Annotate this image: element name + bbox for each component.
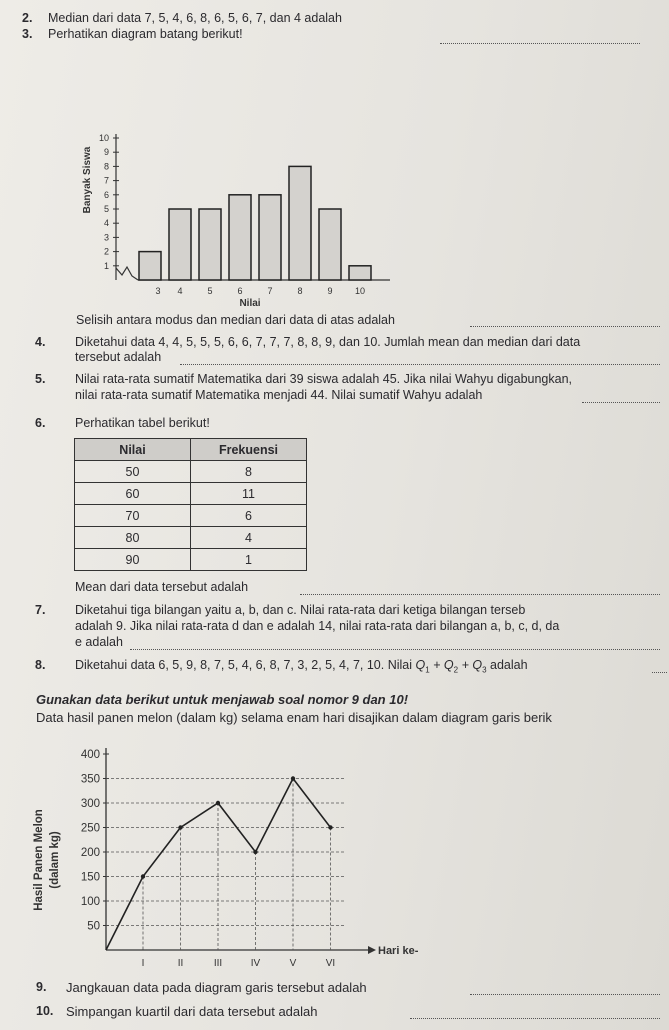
x-tick-label: 3: [155, 286, 161, 296]
x-axis-label: Hari ke-: [378, 945, 419, 957]
bar: [229, 195, 251, 280]
bar: [349, 266, 371, 280]
x-tick-label: I: [141, 958, 145, 969]
y-tick-label: 250: [80, 822, 100, 835]
q4-line1: Diketahui data 4, 4, 5, 5, 5, 6, 6, 7, 7, 7, 8, 8, 9, dan 10. Jumlah mean dan median dari data: [75, 335, 581, 349]
q7-line2: adalah 9. Jika nilai rata-rata d dan e adalah 14, nilai rata-rata dari bilangan a, b, c, d, da: [75, 619, 560, 633]
table-cell: 6: [191, 505, 307, 527]
bar: [169, 209, 191, 280]
x-tick-label: V: [289, 958, 297, 969]
bar: [289, 166, 311, 280]
bar: [259, 195, 281, 280]
x-tick-label: 8: [297, 286, 303, 296]
x-tick-label: 10: [354, 286, 366, 296]
x-tick-label: VI: [325, 958, 336, 969]
x-tick-label: 7: [267, 286, 273, 296]
q8-number: 8.: [35, 658, 46, 672]
table-cell: 60: [75, 483, 191, 505]
table-row: [75, 505, 307, 527]
q3-number: 3.: [22, 27, 33, 41]
table-cell: 50: [75, 461, 191, 483]
data-point: [178, 825, 182, 829]
x-tick-label: 4: [177, 286, 183, 296]
q5-number: 5.: [35, 372, 46, 386]
table-header-row: [75, 439, 307, 461]
table-row: [75, 483, 307, 505]
q7-line3: e adalah: [75, 635, 123, 649]
table-cell: 80: [75, 527, 191, 549]
y-axis-label: Banyak Siswa: [82, 146, 93, 214]
x-tick-label: III: [213, 958, 223, 969]
q3-text: Perhatikan diagram batang berikut!: [48, 27, 243, 41]
data-point: [141, 874, 145, 878]
q3-followup: Selisih antara modus dan median dari data di atas adalah: [76, 313, 395, 327]
x-axis-arrow: [368, 946, 376, 954]
y-tick-label: 2: [103, 246, 109, 257]
table-cell: 11: [191, 483, 307, 505]
q10-text: Simpangan kuartil dari data tersebut adalah: [66, 1004, 318, 1019]
table-row: [75, 549, 307, 571]
table-cell: 8: [191, 461, 307, 483]
data-point: [291, 776, 295, 780]
bar-chart: [60, 55, 400, 310]
y-tick-label: 3: [103, 232, 109, 243]
q5-answer-line: [582, 392, 660, 403]
q2-text: Median dari data 7, 5, 4, 6, 8, 6, 5, 6, 7, dan 4 adalah: [48, 11, 342, 25]
q9-text: Jangkauan data pada diagram garis tersebut adalah: [66, 980, 367, 995]
table-cell: 1: [191, 549, 307, 571]
q8-text: [75, 658, 528, 678]
table-cell: 4: [191, 527, 307, 549]
y-tick-label: 5: [103, 204, 109, 214]
data-point: [253, 850, 257, 854]
q6-text: Perhatikan tabel berikut!: [75, 416, 210, 430]
y-tick-label: 9: [103, 147, 109, 158]
q8-tail: adalah: [486, 658, 528, 672]
line-chart-intro: Data hasil panen melon (dalam kg) selama enam hari disajikan dalam diagram garis berik: [36, 710, 552, 725]
bar: [199, 209, 221, 280]
x-tick-label: IV: [250, 958, 261, 969]
q2-number: 2.: [22, 11, 33, 25]
x-tick-label: 6: [237, 286, 243, 296]
q3-answer-line: [470, 316, 660, 327]
data-point: [328, 825, 332, 829]
x-axis-label: Nilai: [239, 298, 261, 309]
instruction-heading: Gunakan data berikut untuk menjawab soal nomor 9 dan 10!: [36, 692, 409, 707]
y-tick-label: 100: [80, 896, 100, 908]
q9-answer-line: [470, 984, 660, 995]
q8-sub1: 1: [425, 665, 430, 675]
data-point: [216, 801, 220, 805]
table-header-nilai: Nilai: [75, 439, 191, 461]
x-tick-label: 5: [207, 286, 213, 296]
y-tick-label: 7: [103, 175, 109, 186]
y-axis-unit-label: (dalam kg): [49, 831, 61, 889]
q6-answer-line: [300, 584, 660, 595]
y-tick-label: 10: [98, 133, 109, 143]
y-tick-label: 200: [80, 847, 100, 859]
q8-plus-q3: + Q: [458, 658, 483, 672]
q5-line1: Nilai rata-rata sumatif Matematika dari 39 siswa adalah 45. Jika nilai Wahyu digabungkan,: [75, 372, 573, 386]
q4-line2: tersebut adalah: [75, 350, 162, 364]
q8-plus-q2: + Q: [429, 658, 454, 672]
q8-sub3: 3: [482, 665, 487, 675]
q10-answer-line: [410, 1008, 660, 1019]
line-chart: [20, 740, 450, 975]
y-tick-label: 300: [80, 798, 100, 810]
y-tick-label: 50: [87, 920, 100, 933]
y-tick-label: 6: [103, 189, 109, 200]
q7-line1: Diketahui tiga bilangan yaitu a, b, dan c. Nilai rata-rata dari ketiga bilangan terseb: [75, 603, 526, 617]
q5-line2: nilai rata-rata sumatif Matematika menjadi 44. Nilai sumatif Wahyu adalah: [75, 388, 483, 402]
q9-number: 9.: [36, 980, 47, 994]
table-cell: 70: [75, 505, 191, 527]
y-tick-label: 1: [103, 260, 109, 271]
y-tick-label: 150: [80, 871, 100, 884]
table-cell: 90: [75, 549, 191, 571]
bar: [319, 209, 341, 280]
q6-number: 6.: [35, 416, 46, 430]
q4-answer-line: [180, 354, 660, 365]
q7-number: 7.: [35, 603, 46, 617]
bar: [139, 252, 161, 280]
q8-question: Diketahui data 6, 5, 9, 8, 7, 5, 4, 6, 8, 7, 3, 2, 5, 4, 7, 10. Nilai: [75, 658, 413, 672]
y-tick-label: 8: [103, 161, 109, 172]
x-tick-label: II: [177, 958, 184, 969]
x-tick-label: 9: [327, 286, 333, 296]
table-row: [75, 461, 307, 483]
axis-break: [116, 267, 138, 280]
y-tick-label: 400: [80, 749, 100, 761]
q8-q-symbol: Q: [415, 658, 426, 672]
q8-answer-line: [652, 662, 667, 673]
y-axis-label: Hasil Panen Melon: [33, 809, 45, 911]
q6-followup: Mean dari data tersebut adalah: [75, 580, 249, 594]
table-header-frekuensi: Frekuensi: [191, 439, 307, 461]
y-tick-label: 4: [103, 218, 109, 229]
q4-number: 4.: [35, 335, 46, 349]
q10-number: 10.: [36, 1004, 54, 1018]
q7-answer-line: [130, 639, 660, 650]
y-tick-label: 350: [80, 773, 100, 786]
frequency-table: [74, 438, 307, 571]
q2-answer-line: [440, 33, 640, 44]
q8-sub2: 2: [453, 665, 459, 675]
table-row: [75, 527, 307, 549]
